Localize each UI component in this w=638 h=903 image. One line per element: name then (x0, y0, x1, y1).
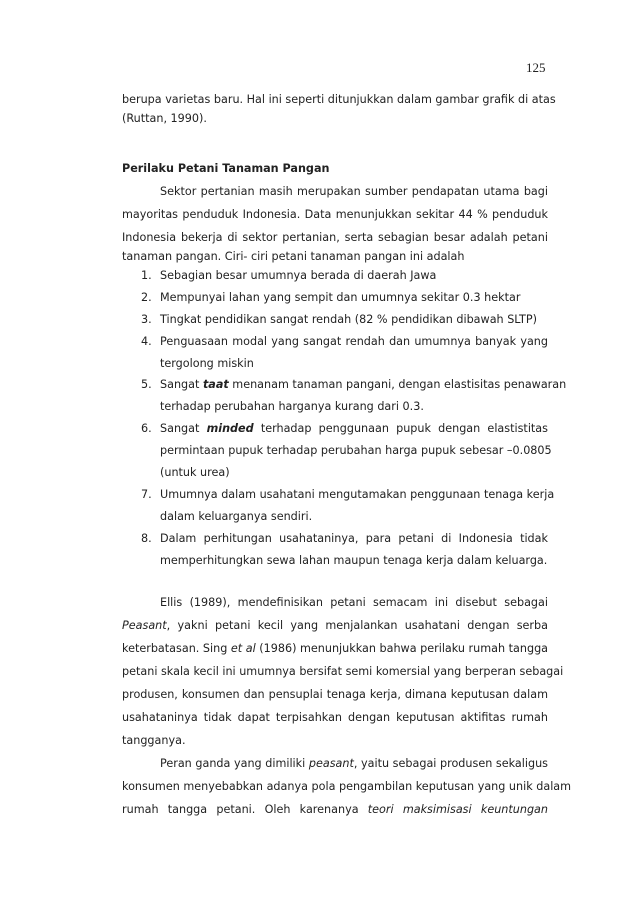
emphasis-minded: minded (206, 422, 254, 435)
para1-line-3: Indonesia bekerja di sektor pertanian, serta sebagian besar adalah petani (122, 231, 548, 244)
list-number: 1. (141, 269, 152, 282)
intro-line-2: (Ruttan, 1990). (122, 112, 207, 125)
text-segment: , yakni petani kecil yang menjalankan usahatani dengan serba (166, 619, 548, 632)
list-number: 3. (141, 313, 152, 326)
emphasis-taat: taat (202, 378, 229, 391)
section-heading: Perilaku Petani Tanaman Pangan (122, 162, 330, 175)
list-item-4-line-2: tergolong miskin (160, 357, 254, 370)
list-number: 6. (141, 422, 152, 435)
list-item-8-line-1: Dalam perhitungan usahataninya, para petani di Indonesia tidak (160, 532, 548, 545)
para2-line-6: usahataninya tidak dapat terpisahkan dengan keputusan aktifitas rumah (122, 711, 548, 724)
list-item-6-line-3: (untuk urea) (160, 466, 230, 479)
list-item-4-line-1: Penguasaan modal yang sangat rendah dan umumnya banyak yang (160, 335, 548, 348)
text-segment: menanam tanaman pangani, dengan elastisitas penawaran (228, 378, 567, 391)
para2-line-2 (122, 618, 548, 634)
para2-line-5: produsen, konsumen dan pensuplai tenaga kerja, dimana keputusan dalam (122, 688, 548, 701)
page-number: 125 (526, 60, 546, 75)
para3-line-3 (122, 802, 548, 818)
text-segment: Sangat (160, 378, 203, 391)
para2-line-3 (122, 641, 548, 657)
para1-line-1: Sektor pertanian masih merupakan sumber pendapatan utama bagi (160, 185, 548, 198)
emphasis-peasant: Peasant (122, 619, 167, 632)
intro-line-1: berupa varietas baru. Hal ini seperti ditunjukkan dalam gambar grafik di atas (122, 93, 556, 106)
para2-line-4: petani skala kecil ini umumnya bersifat semi komersial yang berperan sebagai (122, 665, 564, 678)
list-number: 8. (141, 532, 152, 545)
text-segment: Sangat (160, 422, 207, 435)
para1-line-4: tanaman pangan. Ciri- ciri petani tanaman pangan ini adalah (122, 250, 465, 263)
text-segment: rumah tangga petani. Oleh karenanya (122, 803, 368, 816)
emphasis-theory: teori maksimisasi keuntungan (367, 803, 548, 816)
list-item-2: Mempunyai lahan yang sempit dan umumnya sekitar 0.3 hektar (160, 291, 521, 304)
list-item-8-line-2: memperhitungkan sewa lahan maupun tenaga kerja dalam keluarga. (160, 554, 548, 567)
list-item-5-line-1 (160, 377, 567, 393)
list-item-7-line-2: dalam keluarganya sendiri. (160, 510, 313, 523)
para2-line-7: tangganya. (122, 734, 186, 747)
list-number: 4. (141, 335, 152, 348)
list-item-5-line-2: terhadap perubahan harganya kurang dari 0.3. (160, 400, 424, 413)
para3-line-2: konsumen menyebabkan adanya pola pengambilan keputusan yang unik dalam (122, 780, 572, 793)
list-item-3: Tingkat pendidikan sangat rendah (82 % pendidikan dibawah SLTP) (160, 313, 537, 326)
text-segment: terhadap penggunaan pupuk dengan elastistitas (253, 422, 548, 435)
list-number: 5. (141, 378, 152, 391)
emphasis-et-al: et al (230, 642, 256, 655)
emphasis-peasant: peasant (308, 757, 354, 770)
para2-line-1: Ellis (1989), mendefinisikan petani semacam ini disebut sebagai (160, 596, 548, 609)
text-segment: (1986) menunjukkan bahwa perilaku rumah tangga (255, 642, 549, 655)
list-item-6-line-2: permintaan pupuk terhadap perubahan harga pupuk sebesar –0.0805 (160, 444, 552, 457)
list-item-7-line-1: Umumnya dalam usahatani mengutamakan penggunaan tenaga kerja (160, 488, 555, 501)
text-segment: keterbatasan. Sing (122, 642, 231, 655)
text-segment: Peran ganda yang dimiliki (160, 757, 309, 770)
para3-line-1 (160, 756, 548, 772)
list-item-6-line-1 (160, 421, 548, 437)
text-segment: , yaitu sebagai produsen sekaligus (353, 757, 548, 770)
list-item-1: Sebagian besar umumnya berada di daerah Jawa (160, 269, 437, 282)
list-number: 7. (141, 488, 152, 501)
para1-line-2: mayoritas penduduk Indonesia. Data menunjukkan sekitar 44 % penduduk (122, 208, 548, 221)
list-number: 2. (141, 291, 152, 304)
